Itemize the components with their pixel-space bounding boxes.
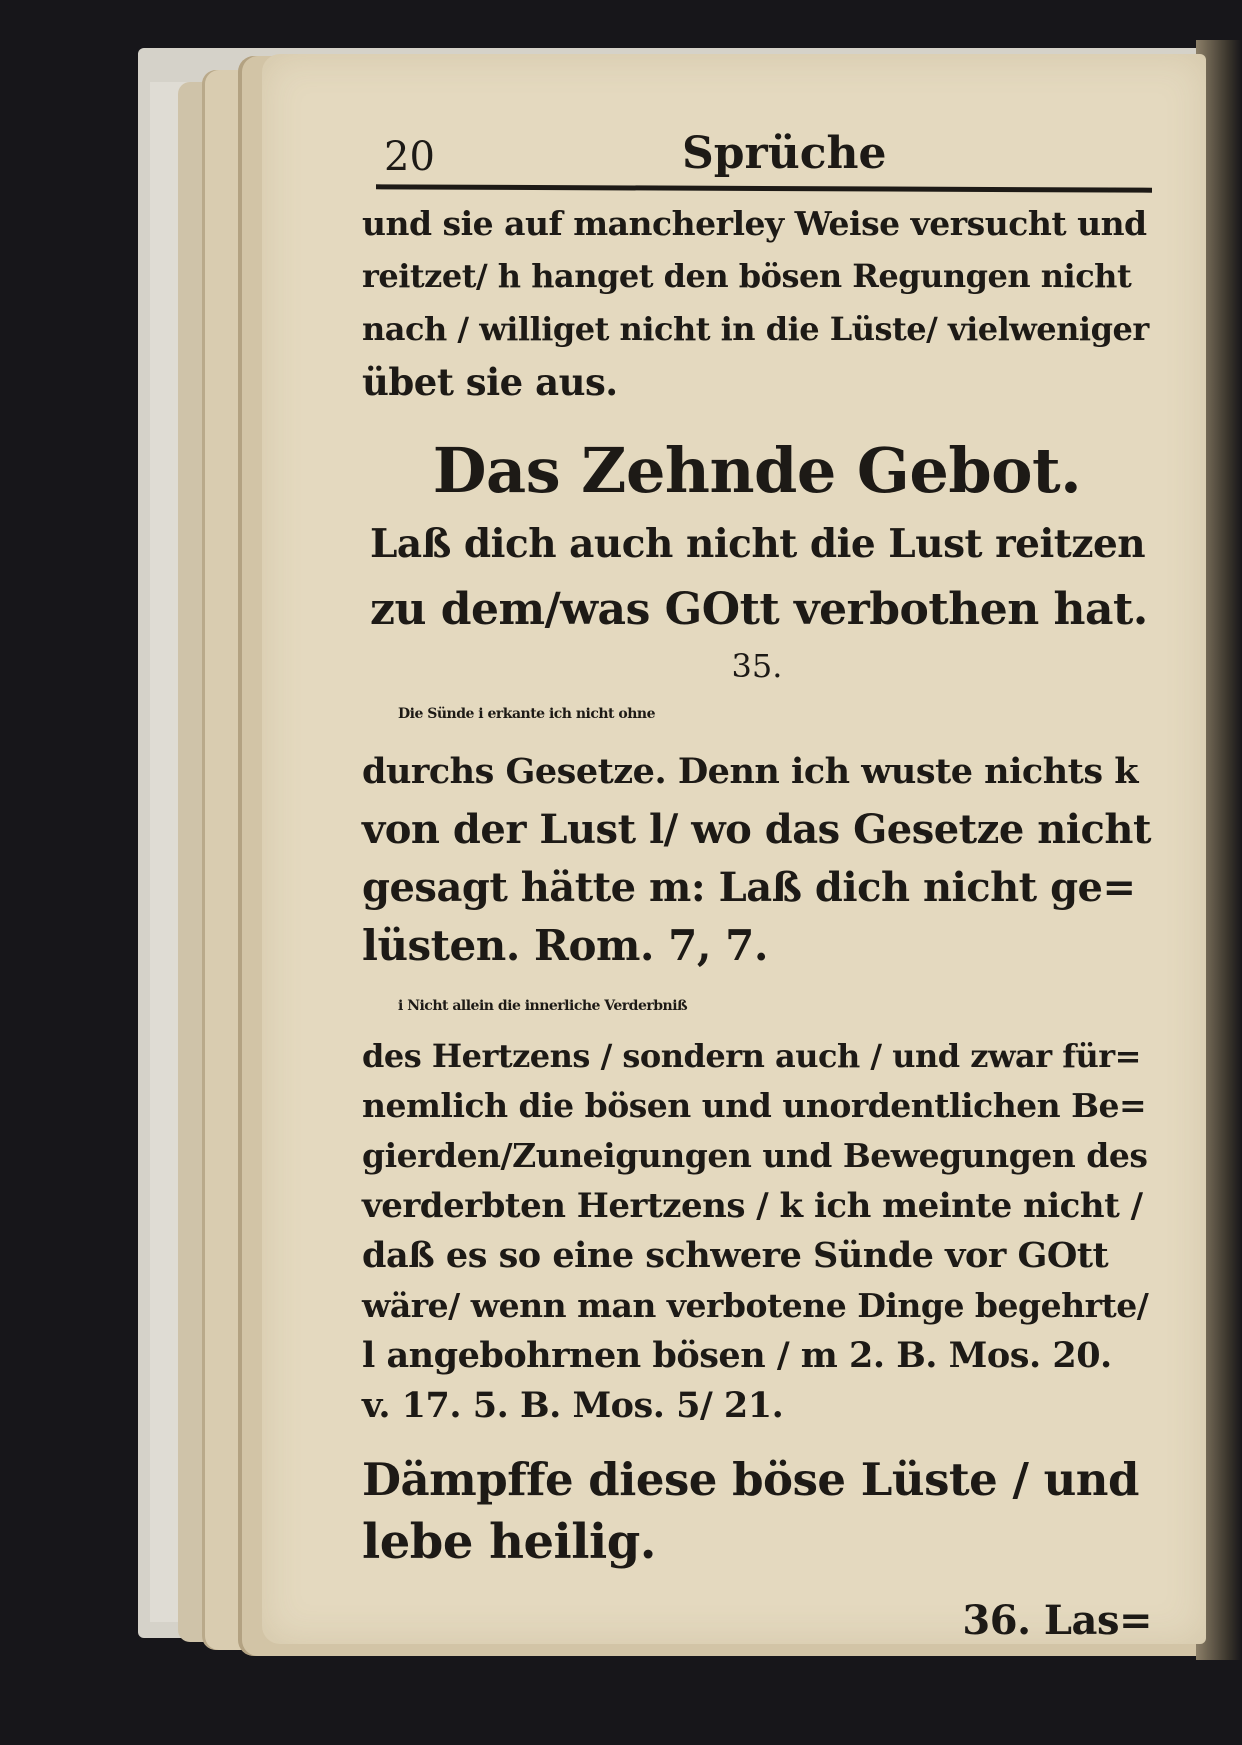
commandment-text xyxy=(362,511,1152,643)
verse-number: 35. xyxy=(731,647,783,685)
footnote-line: v. 17. 5. B. Mos. 5/ 21. xyxy=(362,1385,784,1426)
text-line: nach / williget nicht in die Lüste/ vielweniger xyxy=(362,310,1149,348)
scripture-line: durchs Gesetze. Denn ich wuste nichts k xyxy=(362,751,1138,792)
intro-paragraph xyxy=(362,197,1152,409)
scripture-line: von der Lust l/ wo das Gesetze nicht xyxy=(362,806,1151,853)
closing-line: Dämpffe diese böse Lüste / und xyxy=(362,1453,1139,1506)
section-heading: Das Zehnde Gebot. xyxy=(432,434,1082,507)
scripture-line: gesagt hätte m: Laß dich nicht ge= xyxy=(362,864,1136,911)
footnote-line: i Nicht allein die innerliche Verderbniß xyxy=(398,998,688,1014)
closing-line: lebe heilig. xyxy=(362,1514,656,1570)
page-text xyxy=(362,120,1152,1644)
footnote-line: nemlich die bösen und unordentlichen Be= xyxy=(362,1086,1147,1125)
footnote-line: des Hertzens / sondern auch / und zwar für= xyxy=(362,1037,1141,1075)
scripture-line: Die Sünde i erkante ich nicht ohne xyxy=(398,706,655,722)
footnote-line: gierden/Zuneigungen und Bewegungen des xyxy=(362,1136,1148,1175)
running-title: Sprüche xyxy=(682,128,887,179)
scripture-passage xyxy=(362,685,1152,975)
footnote-line: l angebohrnen bösen / m 2. B. Mos. 20. xyxy=(362,1335,1112,1376)
commandment-line: Laß dich auch nicht die Lust reitzen xyxy=(370,521,1146,567)
footnote-line: daß es so eine schwere Sünde vor GOtt xyxy=(362,1235,1109,1276)
text-line: reitzet/ h hanget den bösen Regungen nicht xyxy=(362,257,1132,295)
footnote-line: verderbten Hertzens / k ich meinte nicht / xyxy=(362,1186,1143,1226)
catchword: 36. Las= xyxy=(962,1597,1152,1644)
page-header xyxy=(362,120,1152,182)
footnote-line: wäre/ wenn man verbotene Dinge begehrte/ xyxy=(362,1286,1149,1325)
scripture-line: lüsten. Rom. 7, 7. xyxy=(362,921,768,970)
text-line: übet sie aus. xyxy=(362,360,618,404)
closing-exhortation xyxy=(362,1449,1152,1573)
footnotes xyxy=(362,981,1152,1431)
page-number: 20 xyxy=(384,134,435,180)
commandment-line: zu dem/was GOtt verbothen hat. xyxy=(370,584,1148,635)
text-line: und sie auf mancherley Weise versucht und xyxy=(362,204,1147,243)
header-rule xyxy=(376,184,1152,192)
